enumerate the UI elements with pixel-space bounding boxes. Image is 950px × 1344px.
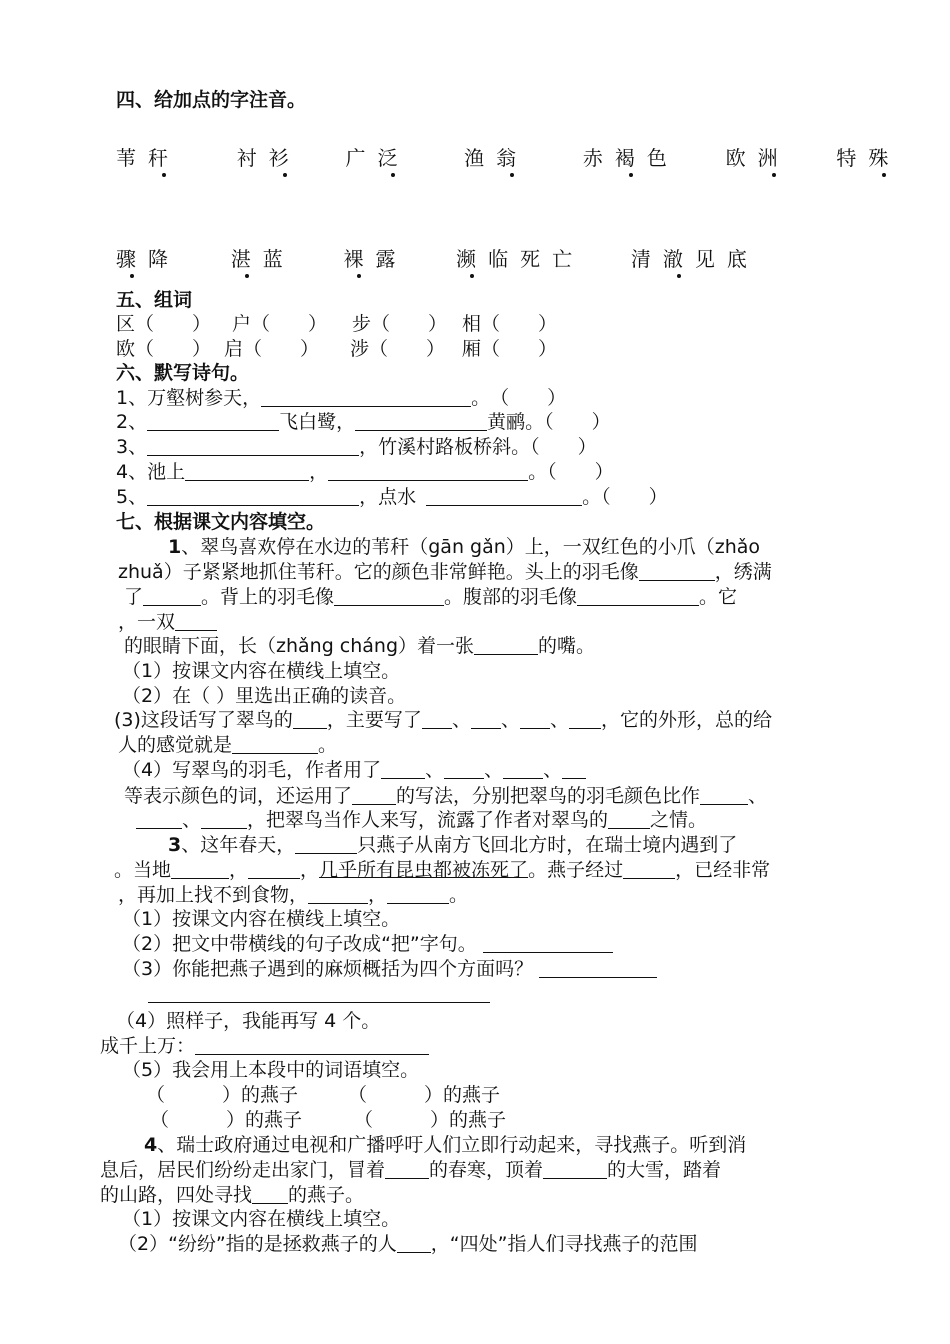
answer-blank[interactable] (397, 1232, 431, 1253)
answer-blank[interactable] (295, 833, 357, 854)
char: 赤 (582, 146, 615, 170)
section-6-title: 六、默写诗句。 (116, 362, 250, 384)
poem-line-2: 2、 飞白鹭， 黄鹂。（ ） (116, 411, 611, 433)
answer-blank[interactable] (328, 460, 528, 481)
question: （4）照样子，我能再写 4 个。 (116, 1010, 381, 1032)
dotted-char: 褐 (615, 146, 647, 170)
dotted-char: 洲 (758, 146, 790, 170)
dotted-char: 濒 (456, 247, 488, 271)
question: （1）按课文内容在横线上填空。 (122, 1208, 401, 1230)
para-1-line-3: 了 。背上的羽毛像 。腹部的羽毛像 。它 (124, 586, 738, 608)
fill-row-2 (150, 1108, 506, 1132)
word-row-1 (116, 312, 557, 336)
question-2: （2）把文中带横线的句子改成“把”字句。 (122, 932, 613, 956)
question: （1）按课文内容在横线上填空。 (122, 908, 401, 930)
char: 亡 (552, 247, 585, 271)
char: 清 (630, 247, 663, 271)
answer-blank[interactable] (608, 808, 650, 829)
fill-item: （ ）的燕子 (150, 1109, 303, 1131)
answer-blank[interactable] (639, 560, 715, 581)
answer-blank[interactable] (232, 733, 318, 754)
para-4-line-2: 息后，居民们纷纷走出家门，冒着 的春寒，顶着 的大雪，踏着 (100, 1159, 722, 1181)
answer-blank[interactable] (147, 485, 359, 506)
underlined-sentence: 几乎所有昆虫都被冻死了 (319, 859, 529, 881)
answer-blank[interactable] (185, 460, 309, 481)
poem-line-1: 1、万壑树参天， 。 （ ） (116, 387, 567, 409)
dotted-char: 裸 (343, 247, 375, 271)
fill-item: （ ）的燕子 (146, 1084, 299, 1106)
question-4-line: 成千上万： (100, 1034, 429, 1058)
dotted-char: 澈 (663, 247, 695, 271)
answer-blank[interactable] (148, 982, 490, 1003)
answer-blank[interactable] (201, 808, 247, 829)
answer-blank[interactable] (143, 585, 201, 606)
answer-blank[interactable] (381, 758, 425, 779)
word-item: 厢（ ） (462, 338, 558, 360)
word-item: 户（ ） (232, 313, 328, 335)
answer-blank[interactable] (503, 758, 543, 779)
answer-blank[interactable] (623, 858, 675, 879)
word-item: 欧（ ） (116, 338, 212, 360)
para-3-line-2: 。当地 ， ，几乎所有昆虫都被冻死了。燕子经过 ，已经非常 (114, 859, 771, 881)
char: 露 (375, 247, 408, 271)
para-1-line-2: zhuǎ）子紧紧地抓住苇秆。它的颜色非常鲜艳。头上的羽毛像 ，绣满 (118, 561, 772, 583)
word-item: 区（ ） (116, 313, 212, 335)
char: 临 (488, 247, 521, 271)
char: 死 (520, 247, 553, 271)
answer-line (148, 982, 490, 1006)
answer-blank[interactable] (444, 758, 484, 779)
question: （2）在（ ）里选出正确的读音。 (122, 685, 407, 707)
char: 欧 (725, 146, 758, 170)
poem-line-3: 3、 ，竹溪村路板桥斜。（ ） (116, 436, 597, 458)
dotted-char: 泛 (377, 146, 409, 170)
answer-blank[interactable] (577, 585, 699, 606)
section-7-title: 七、根据课文内容填空。 (116, 511, 326, 533)
char: 色 (646, 146, 679, 170)
dotted-char: 骤 (116, 247, 148, 271)
answer-blank[interactable] (520, 708, 550, 729)
answer-blank[interactable] (334, 585, 444, 606)
answer-blank[interactable] (147, 410, 279, 431)
para-4-line-1: 4、瑞士政府通过电视和广播呼吁人们立即行动起来，寻找燕子。听到消 (144, 1134, 747, 1156)
question-3: （3）你能把燕子遇到的麻烦概括为四个方面吗？ (122, 957, 657, 981)
answer-blank[interactable] (293, 708, 327, 729)
question-4: （4）写翠鸟的羽毛，作者用了 、 、 、 (122, 758, 586, 782)
char: 见 (694, 247, 727, 271)
answer-blank[interactable] (308, 883, 368, 904)
poem-line-4: 4、池上 ， 。（ ） (116, 461, 614, 483)
answer-blank[interactable] (252, 1183, 288, 1204)
pinyin-row-1 (116, 146, 900, 170)
dotted-char: 殊 (868, 146, 900, 170)
char: 渔 (464, 146, 497, 170)
para-1-line-5: 的眼睛下面，长（zhǎng cháng）着一张 的嘴。 (124, 635, 596, 657)
word-item: 步（ ） (352, 313, 448, 335)
question-3-cont: 人的感觉就是 。 (118, 734, 338, 756)
char: 广 (345, 146, 378, 170)
answer-blank[interactable] (562, 758, 586, 779)
answer-blank[interactable] (136, 808, 182, 829)
answer-blank[interactable] (385, 1158, 429, 1179)
dotted-char: 翁 (496, 146, 528, 170)
section-4-title: 四、给加点的字注音。 (116, 89, 307, 111)
dotted-char: 秆 (148, 146, 180, 170)
dotted-char: 湛 (231, 247, 263, 271)
answer-blank[interactable] (422, 708, 452, 729)
answer-blank[interactable] (195, 1034, 429, 1055)
char: 衬 (236, 146, 269, 170)
answer-blank[interactable] (426, 485, 582, 506)
answer-blank[interactable] (355, 410, 487, 431)
answer-blank[interactable] (175, 610, 217, 631)
answer-blank[interactable] (261, 386, 471, 407)
para-3-line-3: ，再加上找不到食物， ， 。 (118, 884, 469, 906)
section-5-title: 五、组词 (116, 289, 193, 311)
word-item: 涉（ ） (350, 338, 446, 360)
pinyin-row-2 (116, 247, 759, 271)
char: 蓝 (262, 247, 295, 271)
question-2: （2）“纷纷”指的是拯救燕子的人 ，“四处”指人们寻找燕子的范围 (118, 1233, 698, 1255)
word-row-2 (116, 337, 557, 361)
fill-item: （ ）的燕子 (348, 1084, 501, 1106)
answer-blank[interactable] (471, 708, 501, 729)
char: 特 (836, 146, 869, 170)
fill-row-1 (146, 1083, 500, 1107)
char: 苇 (116, 146, 148, 170)
para-1-line-4: ，一双 (118, 610, 217, 634)
question-4-cont: 等表示颜色的词，还运用了 的写法，分别把翠鸟的羽毛颜色比作 、 (124, 785, 768, 807)
answer-blank[interactable] (700, 784, 748, 805)
question-3: (3)这段话写了翠鸟的 ，主要写了 、 、 、 ，它的外形，总的给 (114, 709, 772, 731)
answer-blank[interactable] (539, 957, 657, 978)
answer-blank[interactable] (474, 634, 538, 655)
char: 降 (148, 247, 180, 271)
fill-item: （ ）的燕子 (354, 1109, 507, 1131)
para-4-line-3: 的山路，四处寻找 的燕子。 (100, 1184, 365, 1206)
para-3-line-1: 3、这年春天， 只燕子从南方飞回北方时，在瑞士境内遇到了 (168, 834, 738, 856)
answer-blank[interactable] (483, 932, 613, 953)
answer-blank[interactable] (352, 784, 396, 805)
question-4-cont2: 、 ，把翠鸟当作人来写，流露了作者对翠鸟的 之情。 (136, 808, 707, 832)
word-item: 启（ ） (224, 338, 320, 360)
question: （1）按课文内容在横线上填空。 (122, 660, 401, 682)
para-1-line-1: 1、翠鸟喜欢停在水边的苇秆（gān gǎn）上，一双红色的小爪（zhǎo (168, 536, 761, 558)
answer-blank[interactable] (171, 858, 229, 879)
answer-blank[interactable] (387, 883, 449, 904)
poem-line-5: 5、 ，点水 。（ ） (116, 486, 668, 508)
question: （5）我会用上本段中的词语填空。 (122, 1059, 420, 1081)
answer-blank[interactable] (569, 708, 601, 729)
answer-blank[interactable] (147, 435, 359, 456)
answer-blank[interactable] (543, 1158, 607, 1179)
answer-blank[interactable] (248, 858, 300, 879)
word-item: 相（ ） (462, 313, 558, 335)
char: 底 (726, 247, 759, 271)
dotted-char: 衫 (269, 146, 301, 170)
